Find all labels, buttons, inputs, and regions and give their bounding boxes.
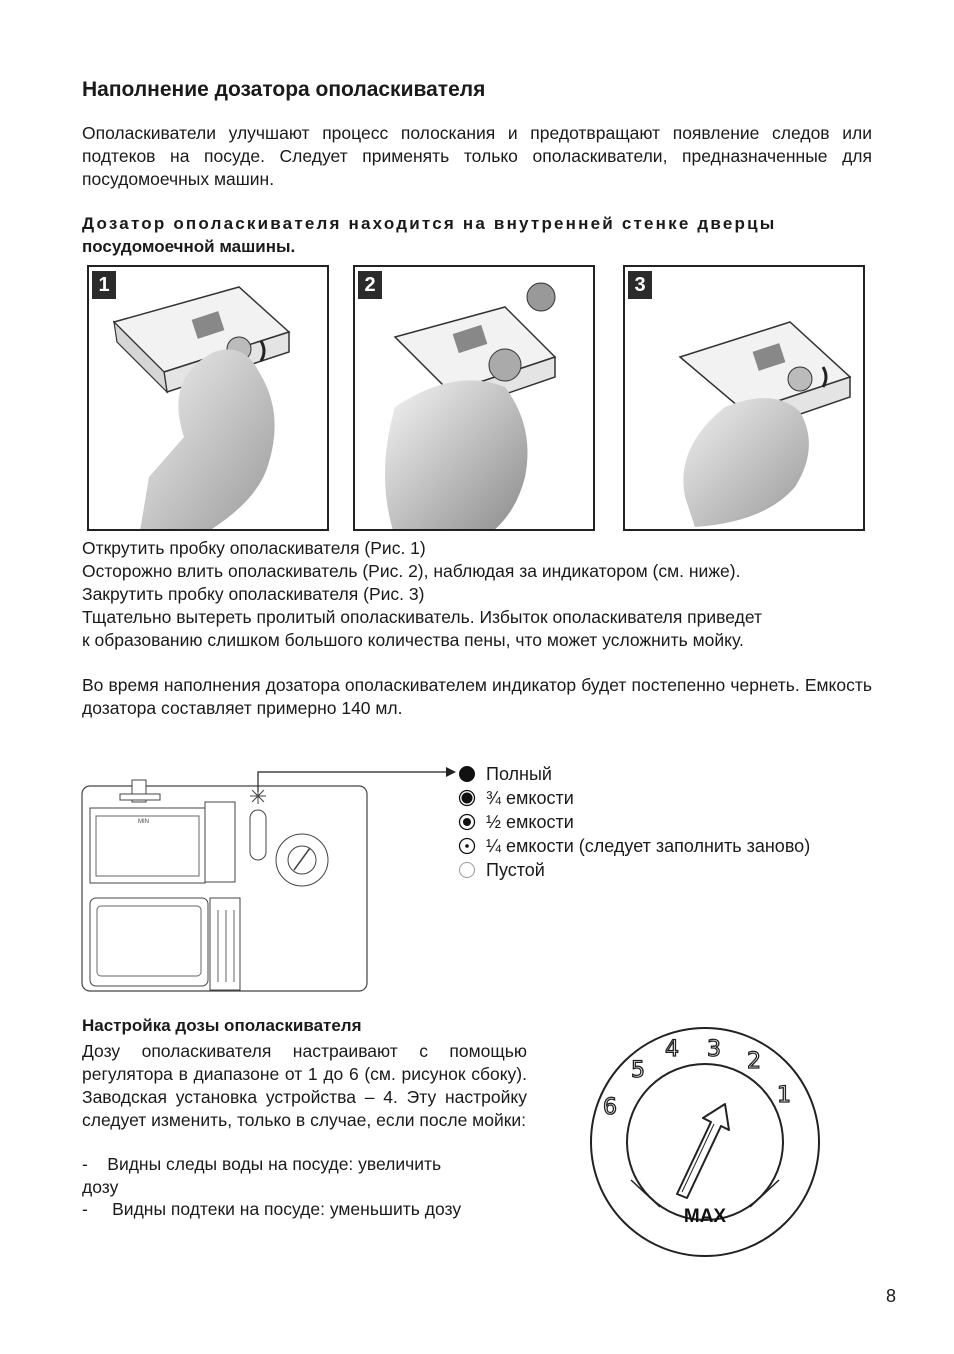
figure-1-number: 1 xyxy=(92,271,116,299)
dose-section-title: Настройка дозы ополаскивателя xyxy=(82,1016,362,1035)
legend-empty-label: Пустой xyxy=(486,860,545,880)
legend-full xyxy=(458,762,552,786)
dial-number-6: 6 xyxy=(603,1095,617,1120)
page-number: 8 xyxy=(885,1286,896,1306)
legend-three-quarters xyxy=(458,786,574,810)
step-1: Открутить пробку ополаскивателя (Рис. 1) xyxy=(82,538,426,558)
intro-paragraph: Ополаскиватели улучшают процесс полоскания и предотвращают появление следов или подтеков на посуде. Следует применять только ополаскиватели, предназначенные для посудомоечных машин. xyxy=(82,123,872,189)
dial-number-5: 5 xyxy=(631,1058,645,1083)
dose-section-body: Дозу ополаскивателя настраивают с помощью регулятора в диапазоне от 1 до 6 (см. рисунок сбоку). Заводская установка устройства – 4. Эту настройку следует изменить, только в случае, если после мойки: xyxy=(82,1041,527,1130)
location-note-line1: Дозатор ополаскивателя находится на внутренней стенке дверцы xyxy=(82,214,777,233)
legend-full-label: Полный xyxy=(486,764,552,784)
legend-three-quarters-label: ¾ емкости xyxy=(486,788,574,808)
min-label: MIN xyxy=(138,819,149,825)
full-circle-icon xyxy=(458,765,476,783)
step-3: Закрутить пробку ополаскивателя (Рис. 3) xyxy=(82,584,425,604)
figure-1 xyxy=(87,265,329,531)
legend-quarter-label: ¼ емкости (следует заполнить заново) xyxy=(486,836,811,856)
legend-half xyxy=(458,810,574,834)
step-4-line2: к образованию слишком большого количества пены, что может усложнить мойку. xyxy=(82,630,744,650)
legend-quarter xyxy=(458,834,810,858)
legend-half-label: ½ емкости xyxy=(486,812,574,832)
figure-3 xyxy=(623,265,865,531)
empty-circle-icon xyxy=(458,861,476,879)
dial-max-label: MAX xyxy=(683,1206,727,1227)
dose-dial xyxy=(585,1022,825,1262)
quarter-circle-icon xyxy=(458,837,476,855)
figure-2 xyxy=(353,265,595,531)
half-circle-icon xyxy=(458,813,476,831)
dose-bullet-2: - Видны подтеки на посуде: уменьшить дозу xyxy=(82,1199,462,1219)
dial-number-1: 1 xyxy=(777,1083,791,1108)
section-title: Наполнение дозатора ополаскивателя xyxy=(82,78,486,101)
figure-2-number: 2 xyxy=(358,271,382,299)
dial-number-4: 4 xyxy=(665,1037,679,1062)
dose-bullet-1-line1: - Видны следы воды на посуде: увеличить xyxy=(82,1154,442,1174)
dispenser-diagram xyxy=(80,760,460,995)
dial-number-3: 3 xyxy=(707,1037,721,1062)
figure-3-illustration xyxy=(625,267,865,531)
three-quarter-circle-icon xyxy=(458,789,476,807)
dose-bullet-1-line2: дозу xyxy=(82,1177,119,1197)
figure-1-illustration xyxy=(89,267,329,531)
location-note-line2: посудомоечной машины. xyxy=(82,237,296,256)
location-note xyxy=(82,212,872,258)
figure-2-illustration xyxy=(355,267,595,531)
legend-empty xyxy=(458,858,545,882)
step-2: Осторожно влить ополаскиватель (Рис. 2), наблюдая за индикатором (см. ниже). xyxy=(82,561,741,581)
step-4-line1: Тщательно вытереть пролитый ополаскиватель. Избыток ополаскивателя приведет xyxy=(82,607,762,627)
indicator-paragraph: Во время наполнения дозатора ополаскивателем индикатор будет постепенно чернеть. Емкость дозатора составляет примерно 140 мл. xyxy=(82,675,872,718)
dial-number-2: 2 xyxy=(747,1049,761,1074)
figure-3-number: 3 xyxy=(628,271,652,299)
